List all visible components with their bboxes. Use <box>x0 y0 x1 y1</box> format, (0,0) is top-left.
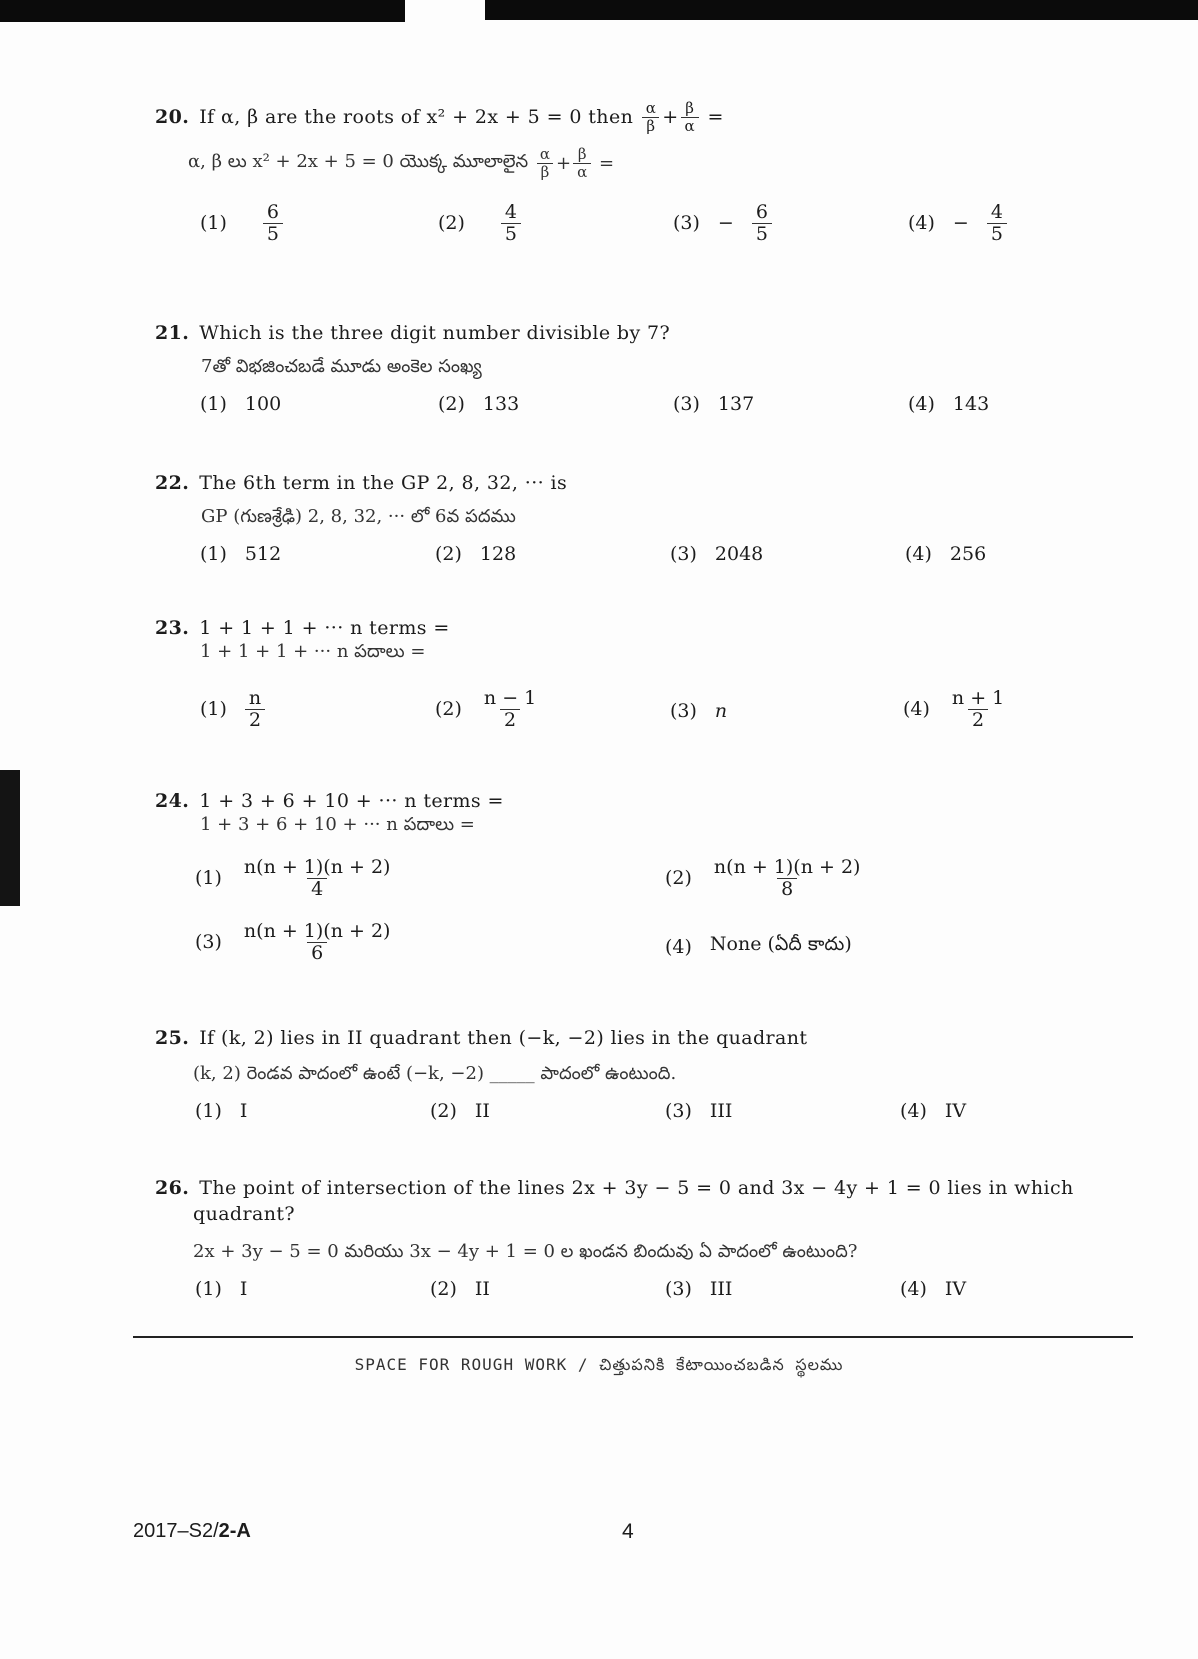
option-1: (1) I <box>195 1100 248 1122</box>
option-3: (3) n <box>670 700 728 722</box>
rough-work-label: SPACE FOR ROUGH WORK / చిత్తుపనికి కేటాయించబడిన స్థలము <box>354 1355 844 1374</box>
question-24 <box>155 788 1135 981</box>
question-number: 25. <box>155 1027 190 1049</box>
question-23 <box>155 615 1135 748</box>
scan-top-border-left <box>0 0 405 22</box>
question-text-en: Which is the three digit number divisible by 7? <box>199 322 671 344</box>
paper-code: 2017–S2/2-A <box>133 1520 251 1542</box>
option-4: (4) IV <box>900 1278 967 1300</box>
option-1: (1) $\frac{n(n + 1)(n + 2)}{4}$ <box>195 856 391 900</box>
question-number: 23. <box>155 617 190 639</box>
question-20: 20. If α, β are the roots of x² + 2x + 5 = 0 then $\frac{\alpha}{\beta}$ + $\frac{\beta}{\alpha}$ = α, β లు x² + 2x + 5 = 0 యొక్క మూలాలైన $\frac{\alpha}{\beta}$ + $\frac{\beta}{\alpha}$ = (1) $\frac{6}{5}$ (2) $\frac{4}{5}$ (3) − $\frac{6}{5}$ (4) − $\frac{4}{5}$ <box>155 100 1135 262</box>
options <box>155 1278 1135 1308</box>
option-4: (4) $\frac{n + 1}{2}$ <box>903 687 1005 731</box>
option-1: (1) 512 <box>200 543 282 565</box>
scan-edge-mark <box>0 770 20 906</box>
question-22 <box>155 470 1135 573</box>
option-3: (3) 137 <box>673 393 755 415</box>
question-text-en: If (k, 2) lies in II quadrant then (−k, −2) lies in the quadrant <box>199 1027 808 1049</box>
options <box>155 857 1135 917</box>
question-number: 21. <box>155 322 190 344</box>
option-3: (3) $\frac{n(n + 1)(n + 2)}{6}$ <box>195 920 391 964</box>
question-text-te: 1 + 3 + 6 + 10 + ··· n పదాలు = <box>200 814 475 835</box>
question-number: 20. <box>155 106 190 128</box>
options <box>155 202 1135 262</box>
options <box>155 1100 1135 1130</box>
question-text-te: 1 + 1 + 1 + ··· n పదాలు = <box>200 641 426 662</box>
options <box>155 543 1135 573</box>
question-text-te: (k, 2) రెండవ పాదంలో ఉంటే (−k, −2) _____ పాదంలో ఉంటుంది. <box>193 1063 677 1084</box>
scan-top-border-right <box>485 0 1198 20</box>
question-text-en: 1 + 3 + 6 + 10 + ··· n terms = <box>199 790 504 812</box>
question-text-te: 7తో విభజించబడే మూడు అంకెల సంఖ్య <box>201 356 482 377</box>
question-text-en: The point of intersection of the lines 2x + 3y − 5 = 0 and 3x − 4y + 1 = 0 lies in which <box>199 1177 1074 1199</box>
question-text-en: The 6th term in the GP 2, 8, 32, ··· is <box>199 472 568 494</box>
option-1: (1) I <box>195 1278 248 1300</box>
option-2: (2) $\frac{n(n + 1)(n + 2)}{8}$ <box>665 856 861 900</box>
option-4: (4) 256 <box>905 543 987 565</box>
option-3: (3) 2048 <box>670 543 764 565</box>
question-25 <box>155 1025 1135 1130</box>
option-4: (4) 143 <box>908 393 990 415</box>
option-4: (4) − $\frac{4}{5}$ <box>908 202 1007 245</box>
option-3: (3) III <box>665 1278 733 1300</box>
question-number: 24. <box>155 790 190 812</box>
question-number: 22. <box>155 472 190 494</box>
question-text-en: If α, β are the roots of x² + 2x + 5 = 0 then <box>199 106 634 128</box>
options <box>155 921 1135 981</box>
option-2: (2) 128 <box>435 543 517 565</box>
question-text-en-cont: quadrant? <box>193 1203 295 1225</box>
option-2: (2) $\frac{n - 1}{2}$ <box>435 687 537 731</box>
option-2: (2) II <box>430 1100 490 1122</box>
question-number: 26. <box>155 1177 190 1199</box>
question-text-te: 2x + 3y − 5 = 0 మరియు 3x − 4y + 1 = 0 ల ఖండన బిందువు ఏ పాదంలో ఉంటుంది? <box>193 1241 858 1262</box>
option-2: (2) $\frac{4}{5}$ <box>438 202 521 245</box>
option-3: (3) − $\frac{6}{5}$ <box>673 202 772 245</box>
question-26 <box>155 1175 1135 1308</box>
option-2: (2) 133 <box>438 393 520 415</box>
options <box>155 688 1135 748</box>
question-text-en: 1 + 1 + 1 + ··· n terms = <box>199 617 450 639</box>
fraction: $\frac{\beta}{\alpha}$ <box>681 100 700 134</box>
fraction: $\frac{\alpha}{\beta}$ <box>642 100 661 134</box>
question-text-te: GP (గుణశ్రేఢి) 2, 8, 32, ··· లో 6వ పదము <box>201 506 516 527</box>
divider-rule <box>133 1336 1133 1338</box>
option-1: (1) 100 <box>200 393 282 415</box>
option-4: (4) None (ఏదీ కాదు) <box>665 933 852 958</box>
fraction: $\frac{\beta}{\alpha}$ <box>573 146 591 180</box>
page-number: 4 <box>622 1520 634 1543</box>
option-4: (4) IV <box>900 1100 967 1122</box>
question-text-te: α, β లు x² + 2x + 5 = 0 యొక్క మూలాలైన <box>188 150 529 172</box>
options <box>155 393 1135 423</box>
option-1: (1) $\frac{6}{5}$ <box>200 202 283 245</box>
fraction: $\frac{\alpha}{\beta}$ <box>536 146 554 180</box>
option-2: (2) II <box>430 1278 490 1300</box>
option-3: (3) III <box>665 1100 733 1122</box>
question-21 <box>155 320 1135 423</box>
option-1: (1) $\frac{n}{2}$ <box>200 688 265 731</box>
